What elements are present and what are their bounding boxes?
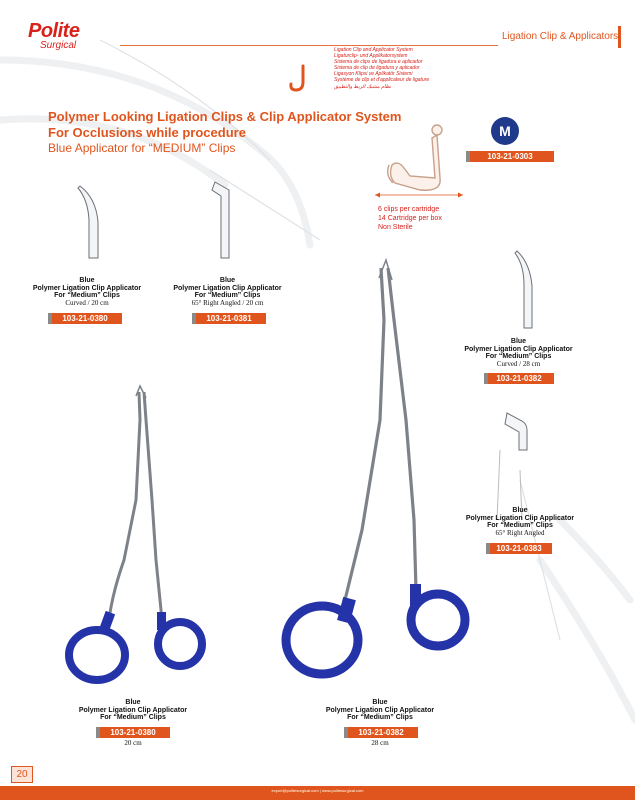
product-code: 103-21-0381 — [192, 313, 266, 324]
product-desc: Curved / 28 cm — [496, 359, 541, 368]
product-label — [456, 507, 584, 537]
product-desc: 28 cm — [371, 739, 389, 747]
applicator-28cm — [286, 260, 465, 674]
product-code: 103-21-0380 — [48, 313, 122, 324]
clip-info-line: 14 Cartridge per box — [378, 215, 442, 222]
product-for: For “Medium” Clips — [100, 714, 166, 722]
product-color: Blue — [372, 699, 388, 706]
section-title: Ligation Clip & Applicators — [502, 31, 619, 42]
lang-line: Système de clip et d'applicateur de ligature — [334, 77, 430, 84]
product-code: 103-21-0383 — [486, 543, 552, 554]
page-subtitle: Blue Applicator for “MEDIUM” Clips — [48, 141, 236, 155]
product-name: Polymer Ligation Clip Applicator — [173, 284, 282, 292]
lang-line: Sistema de clips de ligadura e aplicador — [334, 59, 423, 66]
page-title: Polymer Looking Ligation Clips & Clip Applicator System — [48, 109, 402, 124]
product-label — [27, 277, 147, 307]
clip-product-code: 103-21-0303 — [466, 151, 554, 162]
product-label — [456, 338, 581, 368]
product-for: For “Medium” Clips — [485, 353, 552, 361]
product-code: 103-21-0382 — [344, 727, 418, 738]
footer-contact: export@politesurgical.com | www.politesurgical.com — [271, 788, 364, 793]
product-code: 103-21-0382 — [484, 373, 554, 384]
product-desc: 65° Right Angled — [495, 528, 545, 537]
clip-info-line: 6 clips per cartridge — [378, 206, 440, 213]
product-label — [165, 277, 290, 307]
clip-info-line: Non Sterile — [378, 224, 413, 231]
product-name: Polymer Ligation Clip Applicator — [78, 706, 188, 714]
lang-line: نظام مشبك الربط والتطبيق — [334, 83, 392, 90]
brand-logo: Polite — [28, 20, 80, 42]
brand-logo-sub: Surgical — [40, 40, 77, 51]
product-color: Blue — [79, 277, 95, 284]
lang-line: Ligasyon Klipsi ve Aplikatör Sistemi — [334, 71, 413, 78]
product-name: Polymer Ligation Clip Applicator — [32, 284, 142, 292]
product-length — [350, 740, 410, 748]
lang-line: Ligation Clip and Applicator System — [334, 47, 413, 53]
product-desc: 20 cm — [124, 739, 142, 747]
page-title-line2: For Occlusions while procedure — [48, 125, 246, 140]
product-for: For “Medium” Clips — [194, 292, 261, 300]
product-for: For “Medium” Clips — [347, 714, 413, 722]
product-desc: 65° Right Angled / 20 cm — [191, 298, 264, 307]
lang-line: Sistema de clip de ligadura y aplicador — [334, 65, 420, 72]
page-number: 20 — [11, 766, 33, 783]
product-code: 103-21-0380 — [96, 727, 170, 738]
product-color: Blue — [512, 507, 528, 514]
clip-size-badge: M — [491, 117, 519, 145]
product-name: Polymer Ligation Clip Applicator — [464, 345, 573, 353]
product-label — [320, 699, 440, 722]
product-color: Blue — [219, 277, 236, 284]
product-color: Blue — [510, 338, 527, 345]
product-for: For “Medium” Clips — [487, 522, 553, 530]
product-name: Polymer Ligation Clip Applicator — [325, 706, 435, 714]
lang-line: Ligaturclip- und Applikatorsystem — [334, 53, 408, 60]
product-desc: Curved / 20 cm — [65, 298, 109, 307]
product-name: Polymer Ligation Clip Applicator — [465, 514, 575, 522]
product-label — [73, 699, 193, 722]
product-length — [103, 740, 163, 748]
product-color: Blue — [125, 699, 141, 706]
product-for: For “Medium” Clips — [54, 292, 120, 300]
applicator-20cm — [69, 386, 202, 680]
